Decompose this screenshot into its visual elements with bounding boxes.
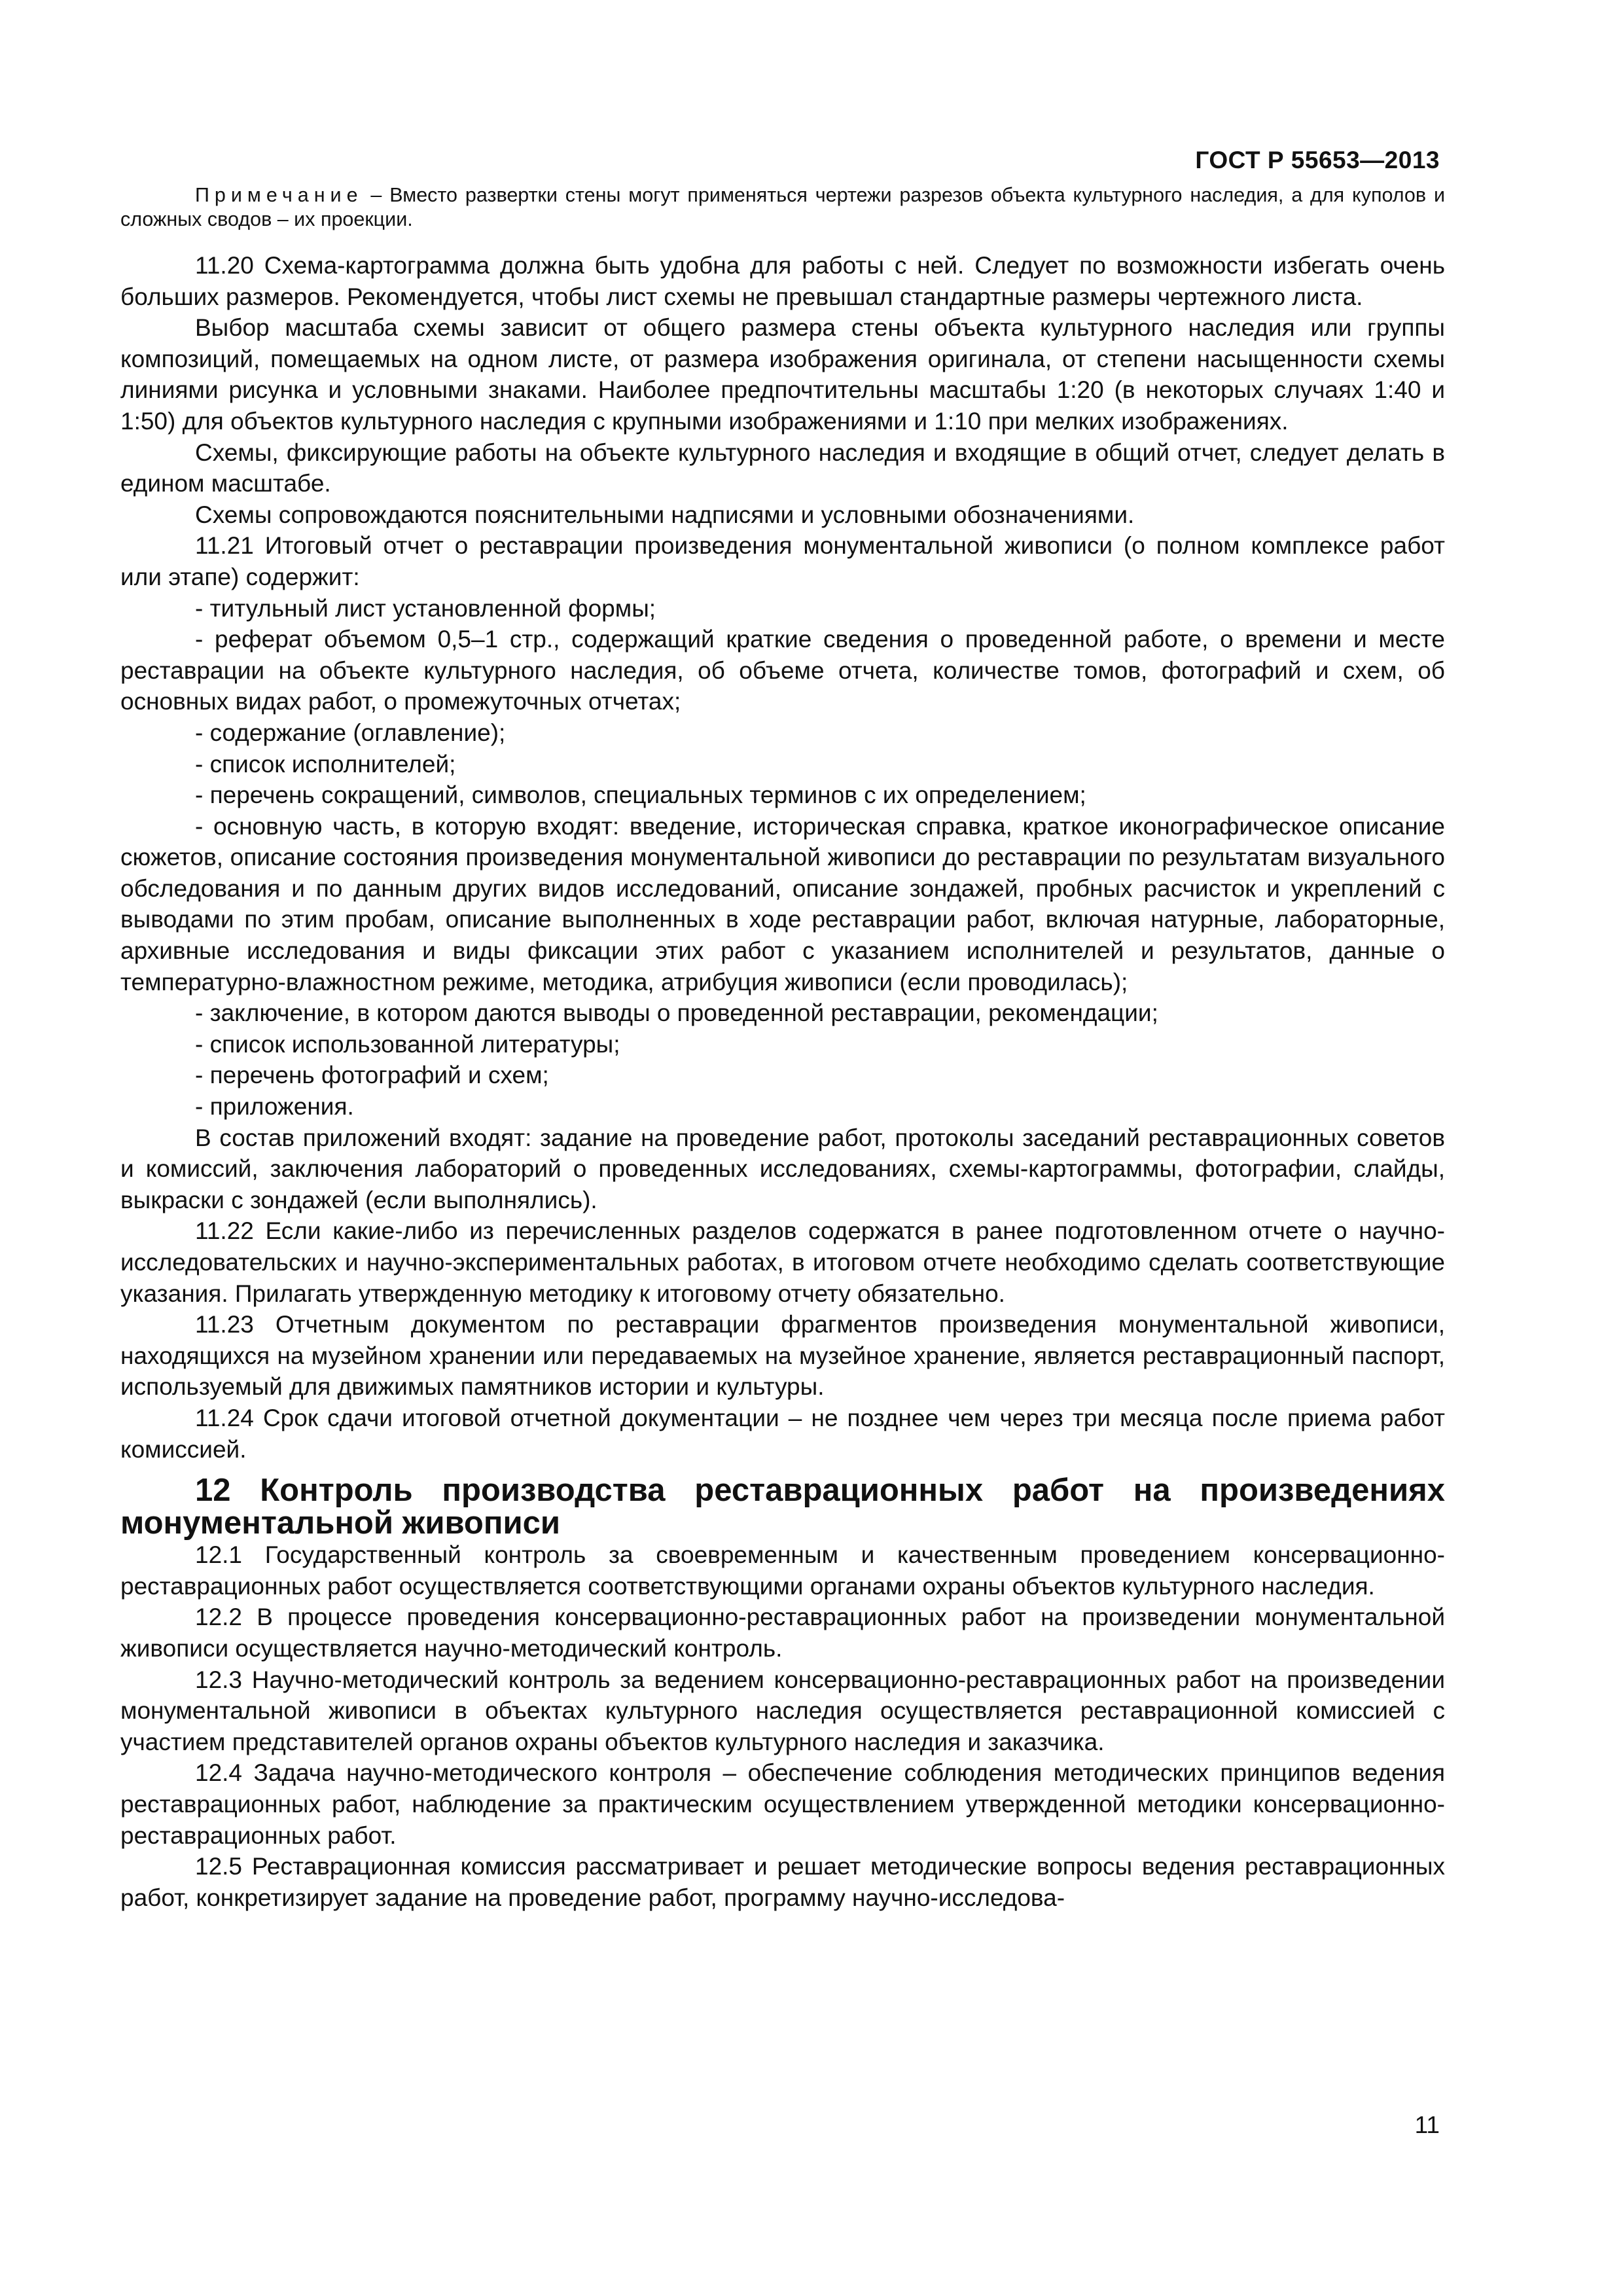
list-item: - заключение, в котором даются выводы о проведенной реставрации, рекомендации; [195,999,1158,1027]
paragraph-12-1: 12.1 Государственный контроль за своевременным и качественным проведением консервационно-реставрационных работ осуществляется соответствующими органами охраны объектов культурного наследия. [120,1541,1445,1600]
paragraph-11-21: 11.21 Итоговый отчет о реставрации произведения монументальной живописи (о полном комплексе работ или этапе) содержит: [120,532,1445,590]
paragraph-11-20: 11.20 Схема-картограмма должна быть удобна для работы с ней. Следует по возможности избегать очень больших размеров. Рекомендуется, чтобы лист схемы не превышал стандартные размеры чертежного листа. [120,252,1445,310]
note-label: Примечание [195,184,363,206]
list-item: - список использованной литературы; [195,1030,620,1058]
note [120,183,1445,232]
paragraph-11-24: 11.24 Срок сдачи итоговой отчетной документации – не позднее чем через три месяца после приема работ комиссией. [120,1404,1445,1463]
list-item: - приложения. [195,1093,354,1121]
section-12-heading: 12 Контроль производства реставрационных работ на произведениях монументальной живописи [120,1473,1445,1541]
paragraph-appendix: В состав приложений входят: задание на проведение работ, протоколы заседаний реставрационных советов и комиссий, заключения лабораторий о проведенных исследованиях, схемы-картограммы, фотографии, слайды, выкраски с зондажей (если выполнялись). [120,1124,1445,1213]
list-item: - содержание (оглавление); [195,719,506,746]
list-item: - реферат объемом 0,5–1 стр., содержащий краткие сведения о проведенной работе, о времени и месте реставрации на объекте культурного наследия, об объеме отчета, количестве томов, фотографий и схем, об основных видах работ, о промежуточных отчетах; [120,626,1445,715]
paragraph-schemes-scale: Схемы, фиксирующие работы на объекте культурного наследия и входящие в общий отчет, следует делать в едином масштабе. [120,439,1445,497]
paragraph-schemes-notes: Схемы сопровождаются пояснительными надписями и условными обозначениями. [195,501,1135,528]
paragraph-11-22: 11.22 Если какие-либо из перечисленных разделов содержатся в ранее подготовленном отчете о научно-исследовательских и научно-экспериментальных работах, в итоговом отчете необходимо сделать соответствующие указания. Прилагать утвержденную методику к итоговому отчету обязательно. [120,1217,1445,1307]
page-body [120,183,1445,1913]
paragraph-scale-choice: Выбор масштаба схемы зависит от общего размера стены объекта культурного наследия или группы композиций, помещаемых на одном листе, от размера изображения оригинала, от степени насыщенности схемы линиями рисунка и условными знаками. Наиболее предпочтительны масштабы 1:20 (в некоторых случаях 1:40 и 1:50) для объектов культурного наследия с крупными изображениями и 1:10 при мелких изображениях. [120,314,1445,435]
list-item: - список исполнителей; [195,750,456,778]
note-text: – Вместо развертки стены могут применяться чертежи разрезов объекта культурного наследия, а для куполов и сложных сводов – их проекции. [120,184,1445,230]
paragraph-12-2: 12.2 В процессе проведения консервационно-реставрационных работ на произведении монументальной живописи осуществляется научно-методический контроль. [120,1604,1445,1662]
paragraph-12-4: 12.4 Задача научно-методического контроля – обеспечение соблюдения методических принципов ведения реставрационных работ, наблюдение за практическим осуществлением утвержденной методики консервационно-реставрационных работ. [120,1759,1445,1849]
list-item: - титульный лист установленной формы; [195,594,656,622]
paragraph-12-3: 12.3 Научно-методический контроль за ведением консервационно-реставрационных работ на произведении монументальной живописи в объектах культурного наследия осуществляется реставрационной комиссией с участием представителей органов охраны объектов культурного наследия и заказчика. [120,1666,1445,1755]
list-item: - перечень фотографий и схем; [195,1062,549,1089]
list-item: - основную часть, в которую входят: введение, историческая справка, краткое иконографическое описание сюжетов, описание состояния произведения монументальной живописи до реставрации по результатам визуального обследования и по данным других видов исследований, описание зондажей, пробных расчисток и укреплений с выводами по этим пробам, описание выполненных в ходе реставрации работ, включая натурные, лабораторные, архивные исследования и виды фиксации этих работ с указанием исполнителей и результатов, данные о температурно-влажностном режиме, методика, атрибуция живописи (если проводилась); [120,812,1445,996]
paragraph-12-5: 12.5 Реставрационная комиссия рассматривает и решает методические вопросы ведения реставрационных работ, конкретизирует задание на проведение работ, программу научно-исследова- [120,1853,1445,1911]
page-number: 11 [1414,2111,1440,2138]
paragraph-11-23: 11.23 Отчетным документом по реставрации фрагментов произведения монументальной живописи, находящихся на музейном хранении или передаваемых на музейное хранение, является реставрационный паспорт, используемый для движимых памятников истории и культуры. [120,1311,1445,1401]
document-code: ГОСТ Р 55653—2013 [1195,147,1440,173]
list-item: - перечень сокращений, символов, специальных терминов с их определением; [195,781,1086,809]
